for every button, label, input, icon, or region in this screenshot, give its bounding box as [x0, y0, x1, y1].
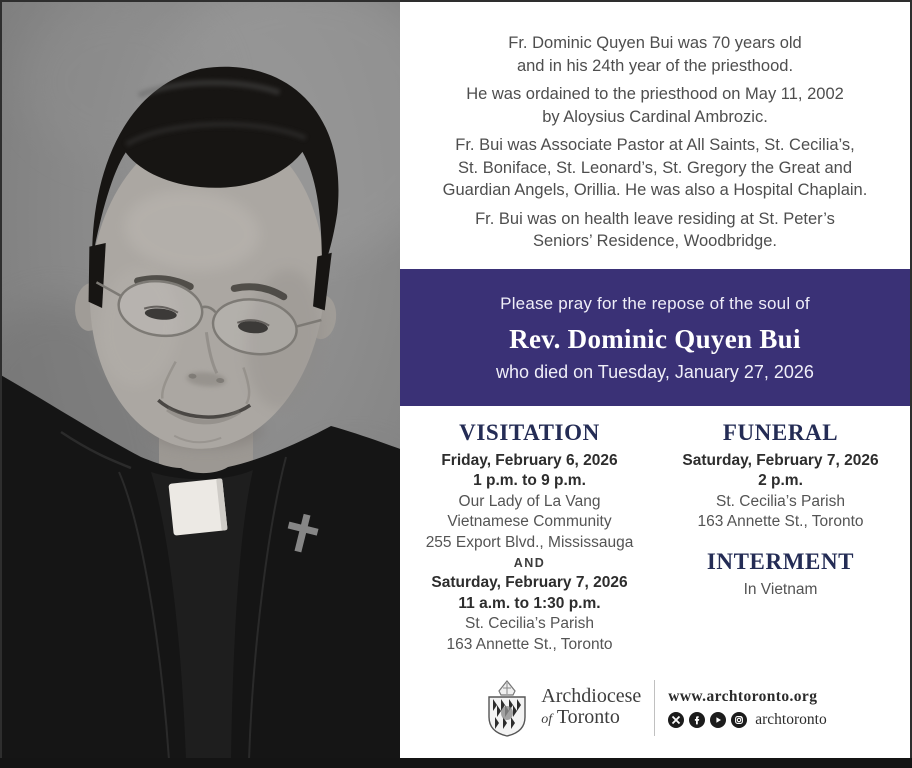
logo-of: of [541, 712, 553, 727]
bio-line: Fr. Dominic Quyen Bui was 70 years old [508, 34, 802, 52]
interment-heading: INTERMENT [706, 548, 855, 574]
visitation-location: St. Cecilia’s Parish [465, 615, 594, 632]
bio-paragraph [418, 32, 892, 77]
visitation-time: 1 p.m. to 9 p.m. [473, 472, 586, 489]
visitation-address: 255 Export Blvd., Mississauga [425, 533, 634, 551]
bio-line: Fr. Bui was Associate Pastor at All Saints, St. Cecilia’s, [455, 136, 855, 154]
bio-line: Guardian Angels, Orillia. He was also a Hospital Chaplain. [442, 181, 868, 199]
biography-text [400, 2, 910, 259]
archdiocese-logo [483, 679, 641, 737]
visitation-location: Our Lady of La Vang [458, 492, 601, 510]
funeral-location: St. Cecilia’s Parish [716, 492, 845, 510]
footer [400, 679, 910, 737]
bottom-black-bar [0, 758, 912, 768]
bio-line: by Aloysius Cardinal Ambrozic. [542, 107, 768, 126]
instagram-icon [731, 712, 747, 728]
logo-line1: Archdiocese [541, 685, 642, 707]
visitation-heading: VISITATION [459, 419, 600, 445]
visitation-date: Saturday, February 7, 2026 [431, 574, 628, 591]
memorial-banner [400, 269, 910, 406]
visitation-time: 11 a.m. to 1:30 p.m. [458, 594, 601, 612]
footer-divider [654, 680, 655, 736]
portrait-illustration [2, 2, 400, 758]
and-separator: AND [513, 556, 546, 570]
visitation-location: Vietnamese Community [447, 513, 612, 530]
banner-intro: Please pray for the repose of the soul of [500, 293, 810, 313]
bio-line: Fr. Bui was on health leave residing at St. Peter’s [475, 209, 835, 228]
funeral-section [655, 419, 906, 656]
facebook-icon [689, 712, 705, 728]
bio-paragraph [418, 208, 892, 253]
death-date: who died on Tuesday, January 27, 2026 [496, 361, 814, 382]
info-panel [400, 2, 910, 758]
visitation-date: Friday, February 6, 2026 [441, 451, 618, 469]
bio-line: Seniors’ Residence, Woodbridge. [533, 232, 777, 250]
archdiocese-logo-text [541, 686, 641, 730]
website-url: www.archtoronto.org [668, 687, 818, 705]
funeral-time: 2 p.m. [758, 472, 803, 489]
archdiocese-crest-icon [483, 679, 531, 737]
visitation-section [404, 419, 655, 656]
bio-line: and in his 24th year of the priesthood. [516, 56, 794, 75]
funeral-date: Saturday, February 7, 2026 [682, 451, 879, 469]
portrait-photo [2, 2, 400, 758]
social-handle: archtoronto [755, 710, 827, 728]
bio-line: St. Boniface, St. Leonard’s, St. Gregory the Great and [457, 158, 853, 177]
x-icon [668, 712, 684, 728]
youtube-icon [710, 712, 726, 728]
bio-paragraph [418, 134, 892, 202]
funeral-address: 163 Annette St., Toronto [697, 513, 864, 530]
service-details [400, 406, 910, 656]
bio-line: He was ordained to the priesthood on May 11, 2002 [466, 85, 844, 103]
visitation-address: 163 Annette St., Toronto [446, 635, 613, 653]
social-row [668, 711, 826, 729]
footer-contact [668, 688, 826, 729]
bio-paragraph [418, 83, 892, 128]
logo-line2: of Toronto [541, 706, 620, 728]
deceased-name: Rev. Dominic Quyen Bui [509, 323, 801, 354]
interment-location: In Vietnam [743, 580, 818, 598]
funeral-heading: FUNERAL [722, 419, 839, 445]
